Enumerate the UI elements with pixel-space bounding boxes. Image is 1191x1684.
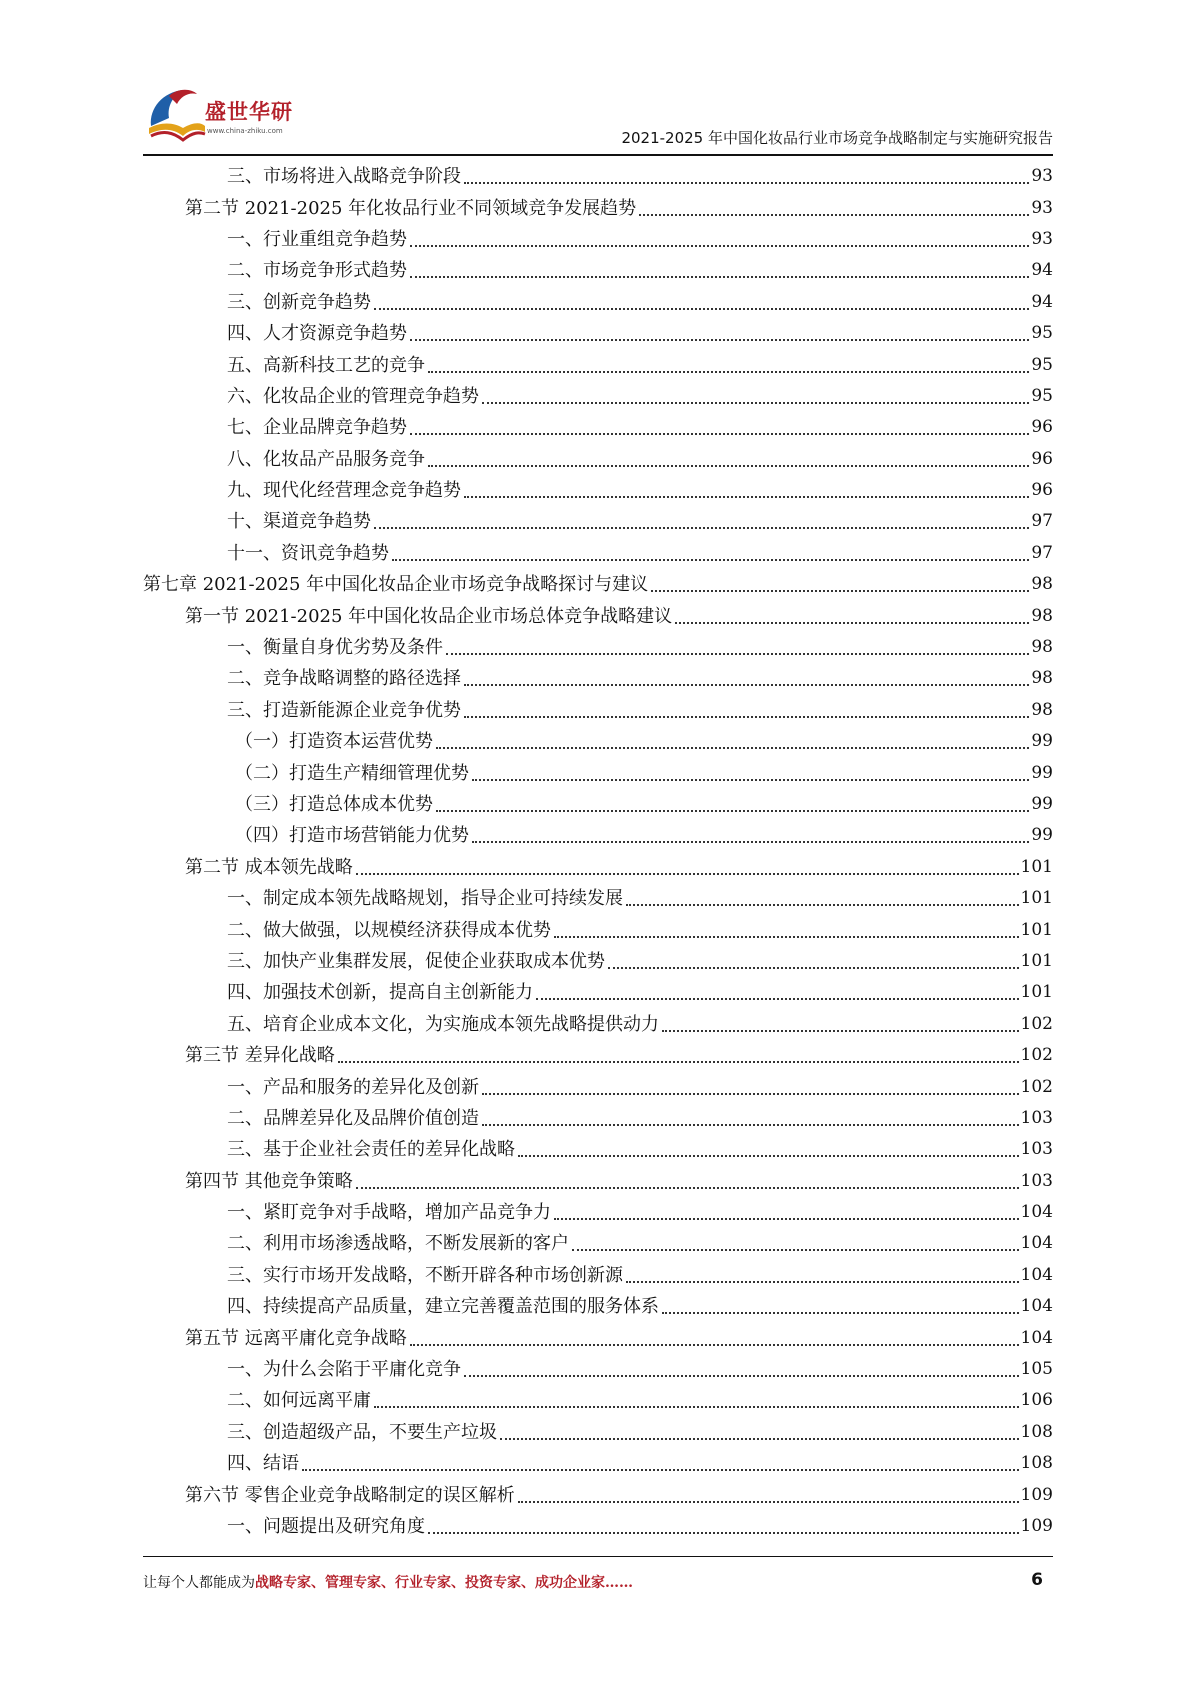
toc-entry-page: 101 — [1020, 919, 1053, 940]
toc-entry-title: 二、市场竞争形式趋势 — [227, 260, 407, 282]
toc-leader-dots — [436, 809, 1029, 812]
toc-entry-title: 十、渠道竞争趋势 — [227, 511, 371, 533]
toc-entry-page: 99 — [1031, 794, 1053, 814]
toc-entry-title: 三、加快产业集群发展，促使企业获取成本优势 — [227, 950, 605, 972]
toc-entry-title: 第一节 2021-2025 年中国化妆品企业市场总体竞争战略建议 — [185, 605, 673, 627]
toc-entry-page: 95 — [1031, 354, 1053, 375]
toc-leader-dots — [356, 1186, 1019, 1189]
toc-entry-page: 104 — [1020, 1296, 1053, 1317]
toc-leader-dots — [536, 997, 1019, 1000]
toc-entry-page: 101 — [1020, 856, 1053, 877]
toc-entry-title: 一、衡量自身优劣势及条件 — [227, 637, 443, 659]
toc-entry-title: 六、化妆品企业的管理竞争趋势 — [227, 385, 479, 407]
toc-entry-title: （一）打造资本运营优势 — [235, 731, 433, 753]
page-number: 6 — [1031, 1570, 1043, 1590]
toc-entry[interactable] — [143, 663, 1053, 694]
toc-entry-title: 四、持续提高产品质量，建立完善覆盖范围的服务体系 — [227, 1296, 659, 1318]
toc-entry[interactable] — [143, 883, 1053, 914]
toc-entry[interactable] — [143, 1260, 1053, 1291]
toc-leader-dots — [662, 1029, 1019, 1032]
toc-entry-title: 一、紧盯竞争对手战略，增加产品竞争力 — [227, 1202, 551, 1224]
toc-entry-page: 99 — [1031, 825, 1053, 846]
toc-entry-page: 103 — [1020, 1139, 1053, 1160]
toc-entry[interactable] — [143, 349, 1053, 380]
toc-entry-title: 十一、资讯竞争趋势 — [227, 542, 389, 564]
toc-leader-dots — [554, 935, 1019, 938]
toc-entry-page: 98 — [1031, 637, 1053, 658]
toc-entry[interactable] — [143, 475, 1053, 506]
toc-entry-title: 八、化妆品产品服务竞争 — [227, 448, 425, 470]
toc-entry-page: 103 — [1020, 1107, 1053, 1128]
toc-entry[interactable] — [143, 1417, 1053, 1448]
toc-entry-title: 一、为什么会陷于平庸化竞争 — [227, 1359, 461, 1381]
toc-entry-page: 101 — [1020, 982, 1053, 1003]
toc-entry-page: 102 — [1020, 1076, 1053, 1097]
footer-slogan — [143, 1572, 633, 1592]
toc-entry-title: （四）打造市场营销能力优势 — [235, 825, 469, 847]
toc-entry[interactable] — [143, 852, 1053, 883]
toc-leader-dots — [464, 1374, 1019, 1377]
toc-entry[interactable] — [143, 255, 1053, 286]
toc-entry[interactable] — [143, 914, 1053, 945]
toc-entry-title: 第七章 2021-2025 年中国化妆品企业市场竞争战略探讨与建议 — [143, 574, 649, 596]
toc-leader-dots — [675, 621, 1029, 624]
toc-leader-dots — [464, 683, 1029, 686]
toc-entry-page: 94 — [1031, 291, 1053, 312]
toc-leader-dots — [428, 370, 1029, 373]
footer-slogan-highlight: 战略专家、管理专家、行业专家、投资专家、成功企业家…… — [255, 1575, 633, 1591]
toc-entry[interactable] — [143, 1479, 1053, 1510]
toc-leader-dots — [374, 526, 1029, 529]
toc-entry-page: 109 — [1020, 1515, 1053, 1536]
toc-entry[interactable] — [143, 1291, 1053, 1322]
toc-entry-title: 三、实行市场开发战略，不断开辟各种市场创新源 — [227, 1264, 623, 1286]
toc-leader-dots — [626, 1280, 1019, 1283]
toc-entry-title: 七、企业品牌竞争趋势 — [227, 417, 407, 439]
toc-entry-page: 104 — [1020, 1202, 1053, 1223]
toc-entry[interactable] — [143, 1166, 1053, 1197]
toc-entry-page: 98 — [1031, 699, 1053, 720]
toc-entry[interactable] — [143, 1322, 1053, 1353]
toc-entry-title: 三、打造新能源企业竞争优势 — [227, 699, 461, 721]
toc-entry[interactable] — [143, 224, 1053, 255]
toc-leader-dots — [464, 495, 1029, 498]
toc-leader-dots — [338, 1060, 1019, 1063]
footer-slogan-prefix: 让每个人都能成为 — [143, 1575, 255, 1591]
toc-entry-page: 93 — [1031, 228, 1053, 249]
toc-entry-page: 95 — [1031, 323, 1053, 344]
toc-leader-dots — [356, 872, 1019, 875]
logo-emblem-icon — [143, 82, 207, 144]
toc-entry[interactable] — [143, 695, 1053, 726]
toc-leader-dots — [410, 244, 1029, 247]
toc-entry[interactable] — [143, 1040, 1053, 1071]
toc-entry[interactable] — [143, 946, 1053, 977]
toc-entry-title: 三、创新竞争趋势 — [227, 291, 371, 313]
toc-leader-dots — [500, 1437, 1019, 1440]
toc-entry[interactable] — [143, 632, 1053, 663]
brand-name: 盛世华研 — [205, 100, 293, 124]
toc-leader-dots — [374, 1405, 1019, 1408]
toc-entry-title: 二、竞争战略调整的路径选择 — [227, 668, 461, 690]
toc-entry-page: 98 — [1031, 574, 1053, 595]
company-logo — [143, 82, 323, 148]
page-footer — [143, 1572, 1053, 1598]
toc-leader-dots — [662, 1311, 1019, 1314]
toc-entry-page: 99 — [1031, 762, 1053, 783]
toc-entry-page: 105 — [1020, 1359, 1053, 1380]
toc-entry[interactable] — [143, 1385, 1053, 1416]
document-title: 2021-2025 年中国化妆品行业市场竞争战略制定与实施研究报告 — [621, 129, 1053, 147]
toc-entry[interactable] — [143, 318, 1053, 349]
toc-entry-page: 95 — [1031, 385, 1053, 406]
toc-entry[interactable] — [143, 1511, 1053, 1542]
toc-entry[interactable] — [143, 977, 1053, 1008]
toc-entry[interactable] — [143, 161, 1053, 192]
toc-entry-title: 四、加强技术创新，提高自主创新能力 — [227, 982, 533, 1004]
toc-entry-title: 四、人才资源竞争趋势 — [227, 323, 407, 345]
toc-leader-dots — [482, 1092, 1019, 1095]
toc-entry-page: 97 — [1031, 542, 1053, 563]
toc-entry-page: 97 — [1031, 511, 1053, 532]
toc-entry-page: 101 — [1020, 888, 1053, 909]
toc-leader-dots — [472, 778, 1029, 781]
toc-leader-dots — [428, 1531, 1019, 1534]
toc-entry-page: 94 — [1031, 260, 1053, 281]
toc-leader-dots — [626, 903, 1019, 906]
toc-entry[interactable] — [143, 1009, 1053, 1040]
toc-entry-title: 二、做大做强，以规模经济获得成本优势 — [227, 919, 551, 941]
brand-url: www.china-zhiku.com — [207, 127, 283, 135]
toc-entry-title: 九、现代化经营理念竞争趋势 — [227, 480, 461, 502]
toc-entry[interactable] — [143, 192, 1053, 223]
toc-entry[interactable] — [143, 1354, 1053, 1385]
toc-leader-dots — [436, 746, 1029, 749]
toc-leader-dots — [554, 1217, 1019, 1220]
toc-leader-dots — [482, 1123, 1019, 1126]
table-of-contents — [143, 161, 1053, 1542]
toc-entry-title: 四、结语 — [227, 1453, 299, 1475]
toc-entry-page: 106 — [1020, 1390, 1053, 1411]
toc-entry[interactable] — [143, 1103, 1053, 1134]
toc-entry-page: 98 — [1031, 605, 1053, 626]
footer-divider — [143, 1556, 1053, 1557]
toc-entry-page: 109 — [1020, 1484, 1053, 1505]
toc-entry-page: 104 — [1020, 1264, 1053, 1285]
toc-entry-page: 96 — [1031, 417, 1053, 438]
toc-entry-title: 第三节 差异化战略 — [185, 1045, 335, 1067]
toc-entry-title: 二、如何远离平庸 — [227, 1390, 371, 1412]
toc-entry-page: 104 — [1020, 1327, 1053, 1348]
toc-entry-title: 第六节 零售企业竞争战略制定的误区解析 — [185, 1484, 515, 1506]
toc-leader-dots — [608, 966, 1019, 969]
toc-entry-title: 三、市场将进入战略竞争阶段 — [227, 166, 461, 188]
toc-entry-page: 102 — [1020, 1013, 1053, 1034]
toc-entry[interactable] — [143, 1228, 1053, 1259]
toc-entry-page: 93 — [1031, 166, 1053, 187]
toc-entry-title: 第四节 其他竞争策略 — [185, 1170, 353, 1192]
page-header — [143, 78, 1053, 156]
toc-entry[interactable] — [143, 1448, 1053, 1479]
toc-leader-dots — [446, 652, 1029, 655]
toc-entry[interactable] — [143, 569, 1053, 600]
toc-entry[interactable] — [143, 381, 1053, 412]
toc-leader-dots — [464, 181, 1029, 184]
toc-entry-page: 96 — [1031, 480, 1053, 501]
toc-entry-page: 104 — [1020, 1233, 1053, 1254]
toc-entry-page: 108 — [1020, 1453, 1053, 1474]
toc-entry[interactable] — [143, 757, 1053, 788]
toc-leader-dots — [410, 1343, 1019, 1346]
toc-leader-dots — [464, 715, 1029, 718]
toc-entry-title: （二）打造生产精细管理优势 — [235, 762, 469, 784]
toc-entry[interactable] — [143, 506, 1053, 537]
toc-entry-title: 一、问题提出及研究角度 — [227, 1515, 425, 1537]
toc-entry[interactable] — [143, 538, 1053, 569]
toc-leader-dots — [374, 307, 1029, 310]
toc-entry[interactable] — [143, 1197, 1053, 1228]
toc-entry-title: 第二节 2021-2025 年化妆品行业不同领域竞争发展趋势 — [185, 197, 637, 219]
toc-entry[interactable] — [143, 412, 1053, 443]
toc-entry-page: 99 — [1031, 731, 1053, 752]
toc-entry-title: 二、品牌差异化及品牌价值创造 — [227, 1107, 479, 1129]
toc-entry[interactable] — [143, 789, 1053, 820]
toc-leader-dots — [639, 213, 1029, 216]
toc-entry-title: 第五节 远离平庸化竞争战略 — [185, 1327, 407, 1349]
toc-leader-dots — [482, 401, 1029, 404]
toc-entry[interactable] — [143, 600, 1053, 631]
toc-entry-title: 一、行业重组竞争趋势 — [227, 228, 407, 250]
header-divider — [143, 154, 1053, 156]
toc-leader-dots — [572, 1248, 1019, 1251]
toc-entry-title: 一、制定成本领先战略规划，指导企业可持续发展 — [227, 888, 623, 910]
toc-leader-dots — [392, 558, 1029, 561]
toc-entry-page: 93 — [1031, 197, 1053, 218]
toc-entry[interactable] — [143, 287, 1053, 318]
toc-entry-page: 108 — [1020, 1421, 1053, 1442]
toc-leader-dots — [410, 338, 1029, 341]
toc-entry-title: 三、基于企业社会责任的差异化战略 — [227, 1139, 515, 1161]
toc-leader-dots — [651, 589, 1029, 592]
toc-leader-dots — [410, 275, 1029, 278]
toc-leader-dots — [410, 432, 1029, 435]
toc-entry-page: 98 — [1031, 668, 1053, 689]
toc-entry[interactable] — [143, 1071, 1053, 1102]
toc-entry-page: 102 — [1020, 1045, 1053, 1066]
toc-entry[interactable] — [143, 820, 1053, 851]
toc-entry-page: 103 — [1020, 1170, 1053, 1191]
toc-leader-dots — [518, 1500, 1019, 1503]
toc-leader-dots — [518, 1154, 1019, 1157]
toc-entry-title: 一、产品和服务的差异化及创新 — [227, 1076, 479, 1098]
toc-entry[interactable] — [143, 444, 1053, 475]
toc-entry-title: 第二节 成本领先战略 — [185, 856, 353, 878]
toc-entry-title: 五、高新科技工艺的竞争 — [227, 354, 425, 376]
toc-entry-title: 三、创造超级产品，不要生产垃圾 — [227, 1421, 497, 1443]
toc-entry-title: 二、利用市场渗透战略，不断发展新的客户 — [227, 1233, 569, 1255]
toc-leader-dots — [428, 464, 1029, 467]
toc-entry[interactable] — [143, 1134, 1053, 1165]
toc-leader-dots — [472, 840, 1029, 843]
toc-entry[interactable] — [143, 726, 1053, 757]
toc-entry-page: 96 — [1031, 448, 1053, 469]
toc-entry-title: 五、培育企业成本文化，为实施成本领先战略提供动力 — [227, 1013, 659, 1035]
toc-entry-page: 101 — [1020, 950, 1053, 971]
toc-entry-title: （三）打造总体成本优势 — [235, 794, 433, 815]
toc-leader-dots — [302, 1468, 1019, 1471]
